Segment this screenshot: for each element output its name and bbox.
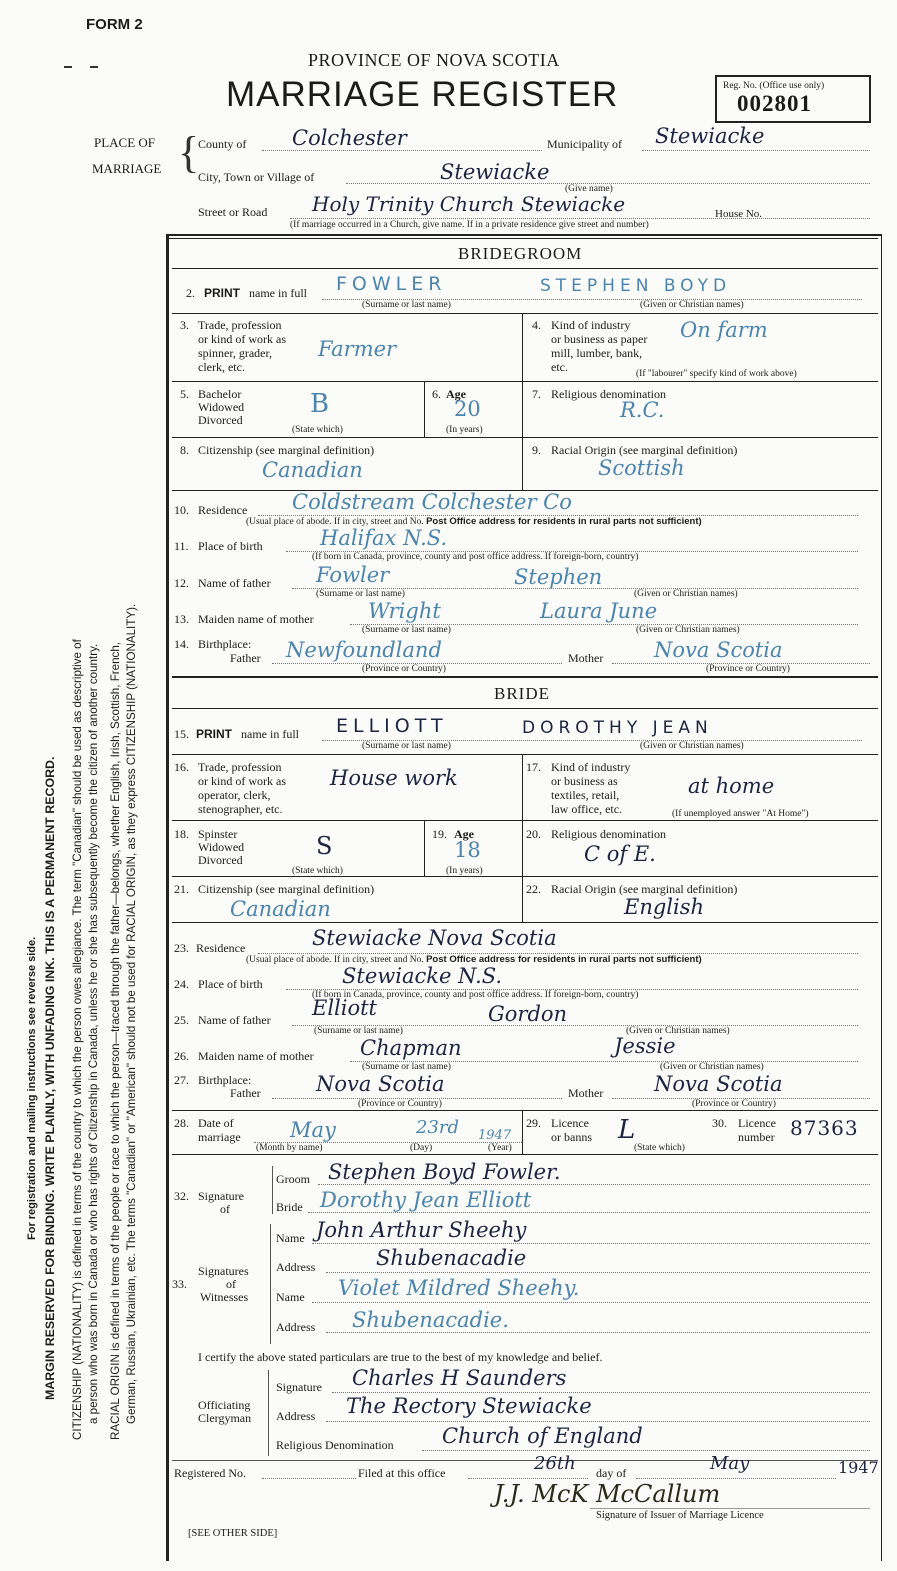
margin-line-5: RACIAL ORIGIN is defined in terms of the people or race to which the person—traced through the father—belongs, whether English, Irish, Scottish, French, (109, 641, 122, 1440)
field-7-label: Religious denomination (551, 387, 666, 401)
street-note: (If marriage occurred in a Church, give name. If in a private residence give street and number) (290, 220, 649, 230)
field-14-num: 14. (174, 637, 189, 651)
field-13-num: 13. (174, 612, 189, 626)
groom-surname-note: (Surname or last name) (362, 300, 451, 310)
marriage-month-note: (Month by name) (256, 1143, 323, 1153)
bride-father-surname: Elliott (312, 996, 377, 1020)
field-3-num: 3. (180, 318, 189, 332)
field-18-l1: Spinster (198, 827, 238, 841)
groom-mother-province-note: (Province or Country) (706, 664, 790, 674)
bride-res-note-bold: Post Office address for residents in rural parts not sufficient) (426, 954, 702, 965)
see-other-side: [SEE OTHER SIDE] (188, 1528, 278, 1539)
field-19-num: 19. (432, 827, 447, 841)
margin-line-6: German, Russian, Ukrainian, etc. The terms "Canadian" or "American" should not be used for RACIAL ORIGIN, as they express CITIZENSHIP (NATIONALITY). (125, 603, 138, 1424)
field-28-l2: marriage (198, 1130, 241, 1144)
field-17-num: 17. (526, 760, 541, 774)
field-17-l1: Kind of industry (551, 760, 631, 774)
groom-given-note: (Given or Christian names) (640, 300, 744, 310)
field-16-l2: or kind of work as (198, 774, 286, 788)
bride-religion: C of E. (584, 842, 656, 866)
bride-mother-birthplace: Nova Scotia (654, 1072, 783, 1096)
field-14-label: Birthplace: (198, 637, 252, 651)
brace: { (178, 128, 200, 177)
groom-citizenship: Canadian (262, 458, 363, 482)
bride-mother-province-note: (Province or Country) (692, 1099, 776, 1109)
issuer-signature: J.J. McK McCallum (494, 1480, 721, 1508)
issuer-label: Signature of Issuer of Marriage Licence (596, 1510, 764, 1521)
reg-no-label: Reg. No. (Office use only) (723, 81, 825, 91)
groom-in-years: (In years) (446, 425, 483, 435)
house-no-label: House No. (715, 208, 763, 220)
marriage-year-note: (Year) (488, 1143, 512, 1153)
groom-father-surname-note: (Surname or last name) (316, 589, 405, 599)
field-16-l1: Trade, profession (198, 760, 282, 774)
groom-mother-given-note: (Given or Christian names) (636, 625, 740, 635)
field-2-print: PRINT (204, 286, 240, 300)
field-16-l4: stenographer, etc. (198, 802, 283, 816)
field-28-l1: Date of (198, 1116, 234, 1130)
bride-given-note: (Given or Christian names) (640, 741, 744, 751)
field-3-l2: or kind of work as (198, 332, 286, 346)
bride-status: S (316, 832, 333, 860)
groom-residence: Coldstream Colchester Co (292, 490, 572, 514)
field-17-l2: or business as (551, 774, 618, 788)
field-23-label: Residence (196, 941, 246, 955)
field-30-num: 30. (712, 1116, 727, 1130)
field-33-l1: Signatures (198, 1264, 249, 1278)
city-value: Stewiacke (440, 160, 550, 184)
field-16-num: 16. (174, 760, 189, 774)
field-26-num: 26. (174, 1049, 189, 1063)
field-4-l1: Kind of industry (551, 318, 631, 332)
field-7-num: 7. (532, 387, 541, 401)
field-33-num: 33. (172, 1277, 187, 1291)
form-title: MARRIAGE REGISTER (226, 75, 619, 114)
field-17-l4: law office, etc. (551, 802, 623, 816)
groom-father-province-note: (Province or Country) (362, 664, 446, 674)
bride-father-surname-note: (Surname or last name) (314, 1026, 403, 1036)
municipality-value: Stewiacke (655, 124, 765, 148)
groom-father-surname: Fowler (316, 563, 390, 587)
binding-mark (90, 66, 98, 68)
groom-surname: FOWLER (336, 273, 447, 295)
field-4-l2: or business as paper (551, 332, 648, 346)
groom-mother-birthplace: Nova Scotia (654, 638, 783, 662)
field-27-label: Birthplace: (198, 1073, 252, 1087)
reg-no-value: 002801 (737, 91, 812, 116)
witness2-name: Violet Mildred Sheehy. (338, 1276, 580, 1300)
bride-residence: Stewiacke Nova Scotia (312, 926, 557, 950)
clergy-signature: Charles H Saunders (352, 1366, 567, 1390)
clergy-denomination: Church of England (442, 1424, 643, 1448)
groom-origin: Scottish (598, 456, 685, 480)
bride-mother-surname-note: (Surname or last name) (362, 1062, 451, 1072)
field-5-l1: Bachelor (198, 387, 242, 401)
groom-father-birthplace: Newfoundland (286, 638, 442, 662)
licence-number: 87363 (790, 1116, 859, 1140)
field-17-note: (If unemployed answer "At Home") (672, 809, 809, 819)
bride-in-years: (In years) (446, 866, 483, 876)
licence-or-banns: L (618, 1115, 636, 1145)
field-10-num: 10. (174, 503, 189, 517)
bride-birth-note: (If born in Canada, province, county and post office address. If foreign-born, country) (312, 990, 639, 1000)
bride-mother-surname: Chapman (360, 1036, 462, 1060)
field-22-num: 22. (526, 882, 541, 896)
officiating-l2: Clergyman (198, 1411, 252, 1425)
witness2-address-label: Address (276, 1320, 316, 1334)
groom-father-label: Father (230, 651, 261, 665)
bride-age: 18 (454, 838, 481, 862)
marriage-month: May (290, 1118, 336, 1142)
marriage-day: 23rd (416, 1117, 460, 1138)
field-4-num: 4. (532, 318, 541, 332)
field-6-label: Age (446, 387, 466, 401)
field-29-num: 29. (526, 1116, 541, 1130)
field-9-num: 9. (532, 443, 541, 457)
day-of-label: day of (596, 1466, 627, 1480)
bride-origin: English (624, 895, 705, 919)
bride-industry: at home (688, 774, 775, 798)
bride-citizenship: Canadian (230, 897, 331, 921)
field-9-label: Racial Origin (see marginal definition) (551, 443, 738, 457)
field-30-l1: Licence (738, 1116, 776, 1130)
field-24-num: 24. (174, 977, 189, 991)
bride-father-province-note: (Province or Country) (358, 1099, 442, 1109)
county-value: Colchester (292, 126, 407, 150)
margin-line-1: For registration and mailing instructions see reverse side. (26, 936, 38, 1240)
field-4-l3: mill, lumber, bank, (551, 346, 643, 360)
field-29-l1: Licence (551, 1116, 589, 1130)
filed-year: 1947 (838, 1458, 879, 1477)
place-of-label: PLACE OF (94, 135, 156, 150)
bride-res-note-text: (Usual place of abode. If in city, street and No. (246, 955, 424, 965)
form-number: FORM 2 (86, 16, 143, 33)
field-21-label: Citizenship (see marginal definition) (198, 882, 375, 896)
licence-state-which: (State which) (634, 1143, 685, 1153)
municipality-label: Municipality of (547, 137, 622, 151)
religious-den-label: Religious Denomination (276, 1438, 394, 1452)
groom-birth-note: (If born in Canada, province, county and post office address. If foreign-born, country) (312, 552, 639, 562)
bridegroom-heading: BRIDEGROOM (458, 244, 583, 263)
field-5-num: 5. (180, 387, 189, 401)
field-32-num: 32. (174, 1189, 189, 1203)
field-25-num: 25. (174, 1013, 189, 1027)
field-23-num: 23. (174, 941, 189, 955)
filed-month: May (710, 1453, 750, 1474)
registered-no-label: Registered No. (174, 1466, 246, 1480)
groom-birthplace: Halifax N.S. (320, 526, 448, 550)
field-5-l2: Widowed (198, 400, 245, 414)
bride-father-birthplace: Nova Scotia (316, 1072, 445, 1096)
street-label: Street or Road (198, 205, 268, 219)
bride-mother-given-note: (Given or Christian names) (660, 1062, 764, 1072)
bride-father-given: Gordon (488, 1002, 568, 1026)
field-5-l3: Divorced (198, 413, 243, 427)
field-4-l4: etc. (551, 360, 568, 374)
filed-label: Filed at this office (358, 1466, 446, 1480)
field-29-l2: or banns (551, 1130, 592, 1144)
bride-sig-label: Bride (276, 1200, 303, 1214)
groom-mother-label: Mother (568, 651, 604, 665)
certify-statement: I certify the above stated particulars are true to the best of my knowledge and belief. (198, 1350, 603, 1364)
field-13-label: Maiden name of mother (198, 612, 314, 626)
clergy-signature-label: Signature (276, 1380, 322, 1394)
field-25-label: Name of father (198, 1013, 271, 1027)
bride-mother-given: Jessie (614, 1034, 676, 1058)
groom-mother-surname-note: (Surname or last name) (362, 625, 451, 635)
field-12-num: 12. (174, 576, 189, 590)
county-label: County of (198, 137, 247, 151)
field-17-l3: textiles, retail, (551, 788, 620, 802)
marriage-day-note: (Day) (410, 1143, 433, 1153)
field-27-num: 27. (174, 1073, 189, 1087)
field-18-l2: Widowed (198, 840, 245, 854)
field-18-l3: Divorced (198, 853, 243, 867)
field-19-label: Age (454, 827, 474, 841)
field-32-l2: of (220, 1202, 230, 1216)
margin-instructions (24, 260, 174, 1440)
bride-father-label: Father (230, 1086, 261, 1100)
field-33-l2: of (226, 1277, 236, 1291)
field-20-label: Religious denomination (551, 827, 666, 841)
groom-status: B (310, 389, 330, 419)
witness2-name-label: Name (276, 1290, 305, 1304)
city-label: City, Town or Village of (198, 170, 315, 184)
clergy-address-label: Address (276, 1409, 316, 1423)
field-18-num: 18. (174, 827, 189, 841)
field-15-num: 15. (174, 727, 189, 741)
binding-mark (64, 66, 72, 68)
bride-father-given-note: (Given or Christian names) (626, 1026, 730, 1036)
reg-no-box (715, 75, 871, 123)
groom-religion: R.C. (620, 398, 665, 422)
filed-day: 26th (534, 1453, 576, 1474)
groom-sig-label: Groom (276, 1172, 310, 1186)
field-3-l1: Trade, profession (198, 318, 282, 332)
field-8-num: 8. (180, 443, 189, 457)
witness2-address: Shubenacadie. (352, 1308, 509, 1332)
field-4-note: (If "labourer" specify kind of work above) (636, 369, 797, 379)
bride-state-which: (State which) (292, 866, 343, 876)
margin-line-3: CITIZENSHIP (NATIONALITY) is defined in terms of the country to which the person owes allegiance. The term "Canadian" should be used as descriptive of (71, 639, 84, 1440)
margin-line-2: MARGIN RESERVED FOR BINDING. WRITE PLAINLY, WITH UNFADING INK. THIS IS A PERMANENT RECORD. (43, 756, 57, 1400)
field-24-label: Place of birth (198, 977, 263, 991)
field-22-label: Racial Origin (see marginal definition) (551, 882, 738, 896)
field-15-label: name in full (241, 727, 299, 741)
field-26-label: Maiden name of mother (198, 1049, 314, 1063)
street-value: Holy Trinity Church Stewiacke (312, 192, 626, 216)
field-8-label: Citizenship (see marginal definition) (198, 443, 375, 457)
witness1-name-label: Name (276, 1231, 305, 1245)
officiating-l1: Officiating (198, 1398, 251, 1412)
field-3-l3: spinner, grader, (198, 346, 273, 360)
groom-trade: Farmer (318, 337, 397, 361)
groom-mother-surname: Wright (368, 599, 441, 623)
witness1-address-label: Address (276, 1260, 316, 1274)
field-16-l3: operator, clerk, (198, 788, 271, 802)
field-10-label: Residence (198, 503, 248, 517)
marriage-label: MARRIAGE (92, 161, 162, 176)
witness1-name: John Arthur Sheehy (316, 1218, 527, 1242)
groom-res-note (246, 516, 702, 528)
field-15-print: PRINT (196, 727, 232, 741)
bride-signature: Dorothy Jean Elliott (320, 1188, 532, 1212)
groom-state-which: (State which) (292, 425, 343, 435)
groom-father-given-note: (Given or Christian names) (634, 589, 738, 599)
field-33-l3: Witnesses (200, 1290, 249, 1304)
field-3-l4: clerk, etc. (198, 360, 245, 374)
field-6-num: 6. (432, 387, 441, 401)
groom-industry: On farm (680, 318, 768, 342)
give-name-note: (Give name) (565, 184, 613, 194)
groom-res-note-text: (Usual place of abode. If in city, street and No. (246, 517, 424, 527)
field-11-num: 11. (174, 539, 189, 553)
field-2-label: name in full (249, 286, 307, 300)
bride-mother-label: Mother (568, 1086, 604, 1100)
field-30-l2: number (738, 1130, 775, 1144)
margin-line-4: a person who was born in Canada or who has rights of Citizenship in Canada, unless he or she has subsequently become the citizen of another country. (87, 643, 100, 1424)
witness1-address: Shubenacadie (376, 1246, 527, 1270)
bride-surname-note: (Surname or last name) (362, 741, 451, 751)
field-21-num: 21. (174, 882, 189, 896)
field-2-num: 2. (186, 286, 195, 300)
marriage-year: 1947 (478, 1128, 512, 1143)
bride-heading: BRIDE (494, 684, 550, 703)
field-20-num: 20. (526, 827, 541, 841)
bride-given: DOROTHY JEAN (522, 718, 713, 738)
groom-signature: Stephen Boyd Fowler. (328, 1160, 561, 1184)
field-28-num: 28. (174, 1116, 189, 1130)
bride-surname: ELLIOTT (336, 715, 448, 737)
groom-father-given: Stephen (514, 565, 603, 589)
field-32-l1: Signature (198, 1189, 244, 1203)
field-12-label: Name of father (198, 576, 271, 590)
province-heading: PROVINCE OF NOVA SCOTIA (308, 50, 560, 70)
groom-age: 20 (454, 397, 481, 421)
groom-res-note-bold: Post Office address for residents in rural parts not sufficient) (426, 516, 702, 527)
groom-given: STEPHEN BOYD (540, 276, 732, 296)
bride-birthplace: Stewiacke N.S. (342, 964, 503, 988)
groom-mother-given: Laura June (540, 599, 658, 623)
field-11-label: Place of birth (198, 539, 263, 553)
bride-trade: House work (330, 766, 458, 790)
clergy-address: The Rectory Stewiacke (346, 1394, 592, 1418)
